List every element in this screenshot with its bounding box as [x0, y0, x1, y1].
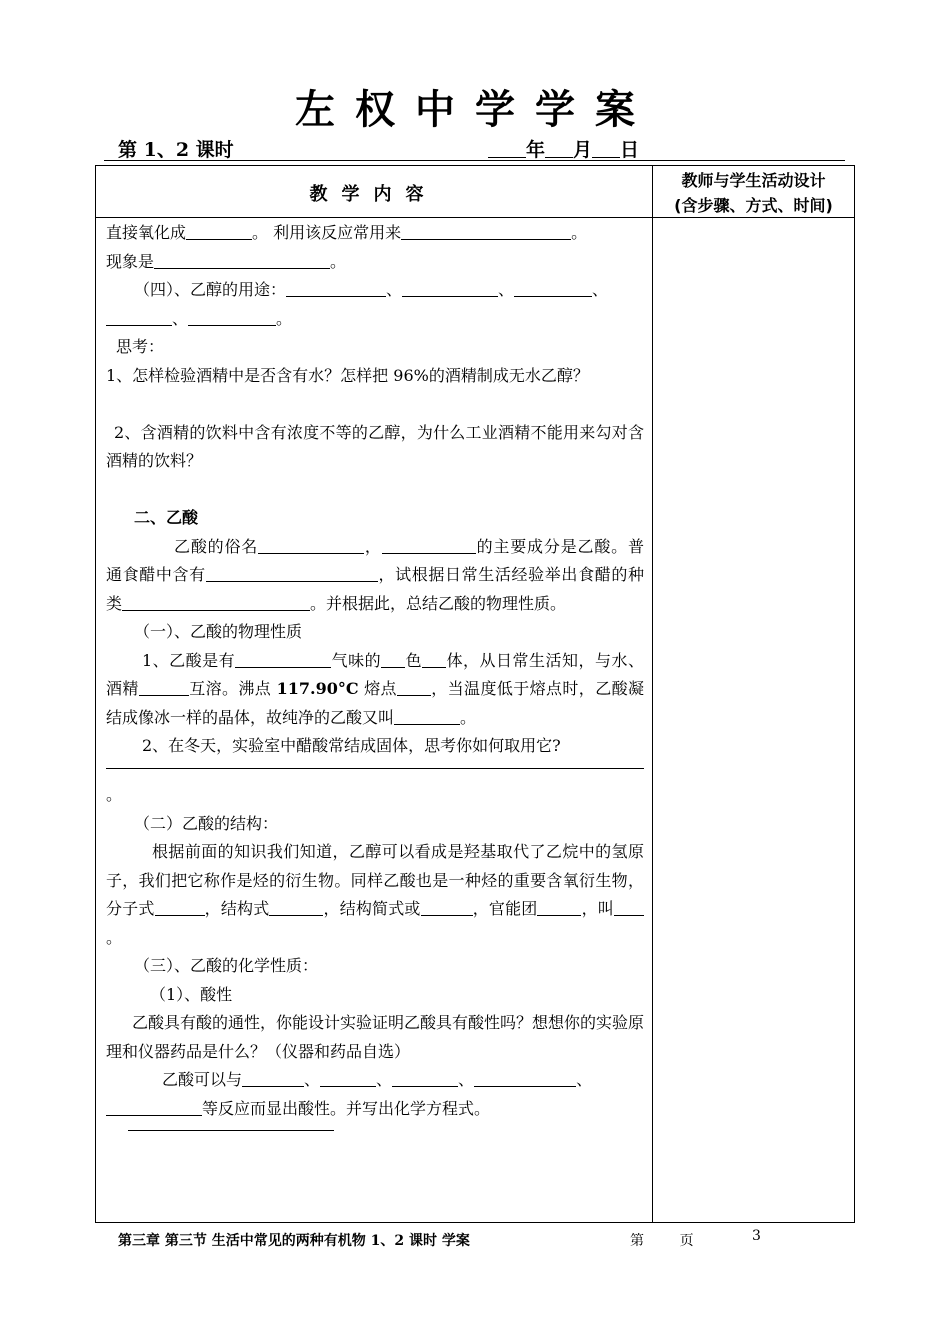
blank[interactable] — [242, 1070, 304, 1087]
section-acetic-acid: 二、乙酸 — [134, 508, 199, 527]
acetic-intro: 乙酸的俗名 ， 的主要成分是乙酸。普通食醋中含有 ，试根据日常生活经验举出食醋的种类 。并根据此，总结乙酸的物理性质。 — [106, 536, 644, 613]
lesson-content — [106, 219, 644, 1152]
blank[interactable] — [422, 651, 446, 668]
chemical-properties-heading: （三）、乙酸的化学性质： — [134, 956, 319, 975]
blank[interactable] — [286, 280, 386, 297]
blank[interactable] — [474, 1070, 576, 1087]
month-label: 月 — [573, 139, 593, 161]
blank[interactable] — [421, 899, 473, 916]
blank[interactable] — [139, 679, 189, 696]
blank[interactable] — [258, 537, 364, 554]
structure-heading: （二）乙酸的结构： — [134, 813, 279, 833]
acidity-text: 乙酸具有酸的通性，你能设计实验证明乙酸具有酸性吗？想想你的实验原理和仪器药品是什么？（仪器和药品自选） — [106, 1013, 645, 1061]
blank[interactable] — [188, 309, 276, 326]
lesson-label: 第 1、2 课时 — [118, 139, 234, 161]
acidity-reactions: 乙酸可以与 、 、 、 、 等反应而显出酸性。并写出化学方程式。 — [106, 1066, 644, 1123]
blank[interactable] — [122, 594, 310, 611]
structure-text: 根据前面的知识我们知道，乙醇可以看成是羟基取代了乙烷中的氢原子，我们把它称作是烃的衍生物。同样乙酸也是一种烃的重要含氧衍生物，分子式 ，结构式 ，结构简式或 ，官能团 ，叫。 — [106, 842, 644, 947]
blank[interactable] — [382, 537, 476, 554]
blank[interactable] — [235, 651, 331, 668]
blank[interactable] — [402, 280, 498, 297]
answer-end: 。 — [106, 785, 123, 804]
line-1: 直接氧化成 。 利用该反应常用来 。 — [106, 223, 588, 242]
blank[interactable] — [155, 899, 205, 916]
blank[interactable] — [392, 1070, 458, 1087]
page-title: 左权中学学案 — [295, 87, 655, 133]
blank[interactable] — [537, 899, 581, 916]
year-label: 年 — [526, 139, 546, 161]
physical-properties: 1、乙酸是有 气味的 色 体，从日常生活知，与水、酒精 互溶。沸点 117.90°C 熔点 ，当温度低于熔点时，乙酸凝结成像冰一样的晶体，故纯净的乙酸又叫 。 — [106, 650, 644, 727]
footer-page-number: 3 — [752, 1228, 761, 1244]
column-divider — [652, 165, 653, 1223]
blank[interactable] — [206, 565, 378, 582]
blank[interactable] — [186, 223, 252, 240]
acidity-heading: （1）、酸性 — [150, 984, 233, 1004]
answer-line[interactable] — [128, 1129, 334, 1131]
uses-line: （四）、乙醇的用途： 、 、 、 、 。 — [106, 276, 644, 333]
physical-properties-heading: （一）、乙酸的物理性质 — [134, 622, 303, 641]
line-2: 现象是 。 — [106, 251, 347, 271]
footer-page-label: 第 页 — [630, 1233, 694, 1249]
blank[interactable] — [106, 1099, 202, 1116]
blank[interactable] — [394, 708, 460, 725]
blank[interactable] — [397, 679, 431, 696]
answer-line[interactable] — [106, 767, 644, 769]
content-column-header: 教学内容 — [309, 184, 438, 205]
blank[interactable] — [401, 223, 571, 240]
think-label: 思考： — [116, 337, 165, 356]
day-label: 日 — [620, 139, 640, 161]
date-line — [488, 135, 639, 162]
activity-header-line1: 教师与学生活动设计 — [681, 171, 826, 190]
activity-header-line2: (含步骤、方式、时间) — [674, 196, 833, 215]
question-1: 1、怎样检验酒精中是否含有水？怎样把 96%的酒精制成无水乙醇？ — [106, 365, 589, 385]
header-rule — [104, 160, 845, 161]
blank[interactable] — [269, 899, 323, 916]
activity-column-header — [652, 168, 855, 218]
blank[interactable] — [106, 309, 172, 326]
question-2: 2、含酒精的饮料中含有浓度不等的乙醇，为什么工业酒精不能用来勾对含酒精的饮料？ — [106, 422, 644, 470]
question-3: 2、在冬天，实验室中醋酸常结成固体，思考你如何取用它? — [142, 736, 561, 755]
footer-chapter: 第三章 第三节 生活中常见的两种有机物 1、2 课时 学案 — [118, 1233, 470, 1249]
blank[interactable] — [614, 899, 644, 916]
blank[interactable] — [381, 651, 405, 668]
blank[interactable] — [514, 280, 592, 297]
blank[interactable] — [154, 252, 330, 269]
blank[interactable] — [320, 1070, 376, 1087]
